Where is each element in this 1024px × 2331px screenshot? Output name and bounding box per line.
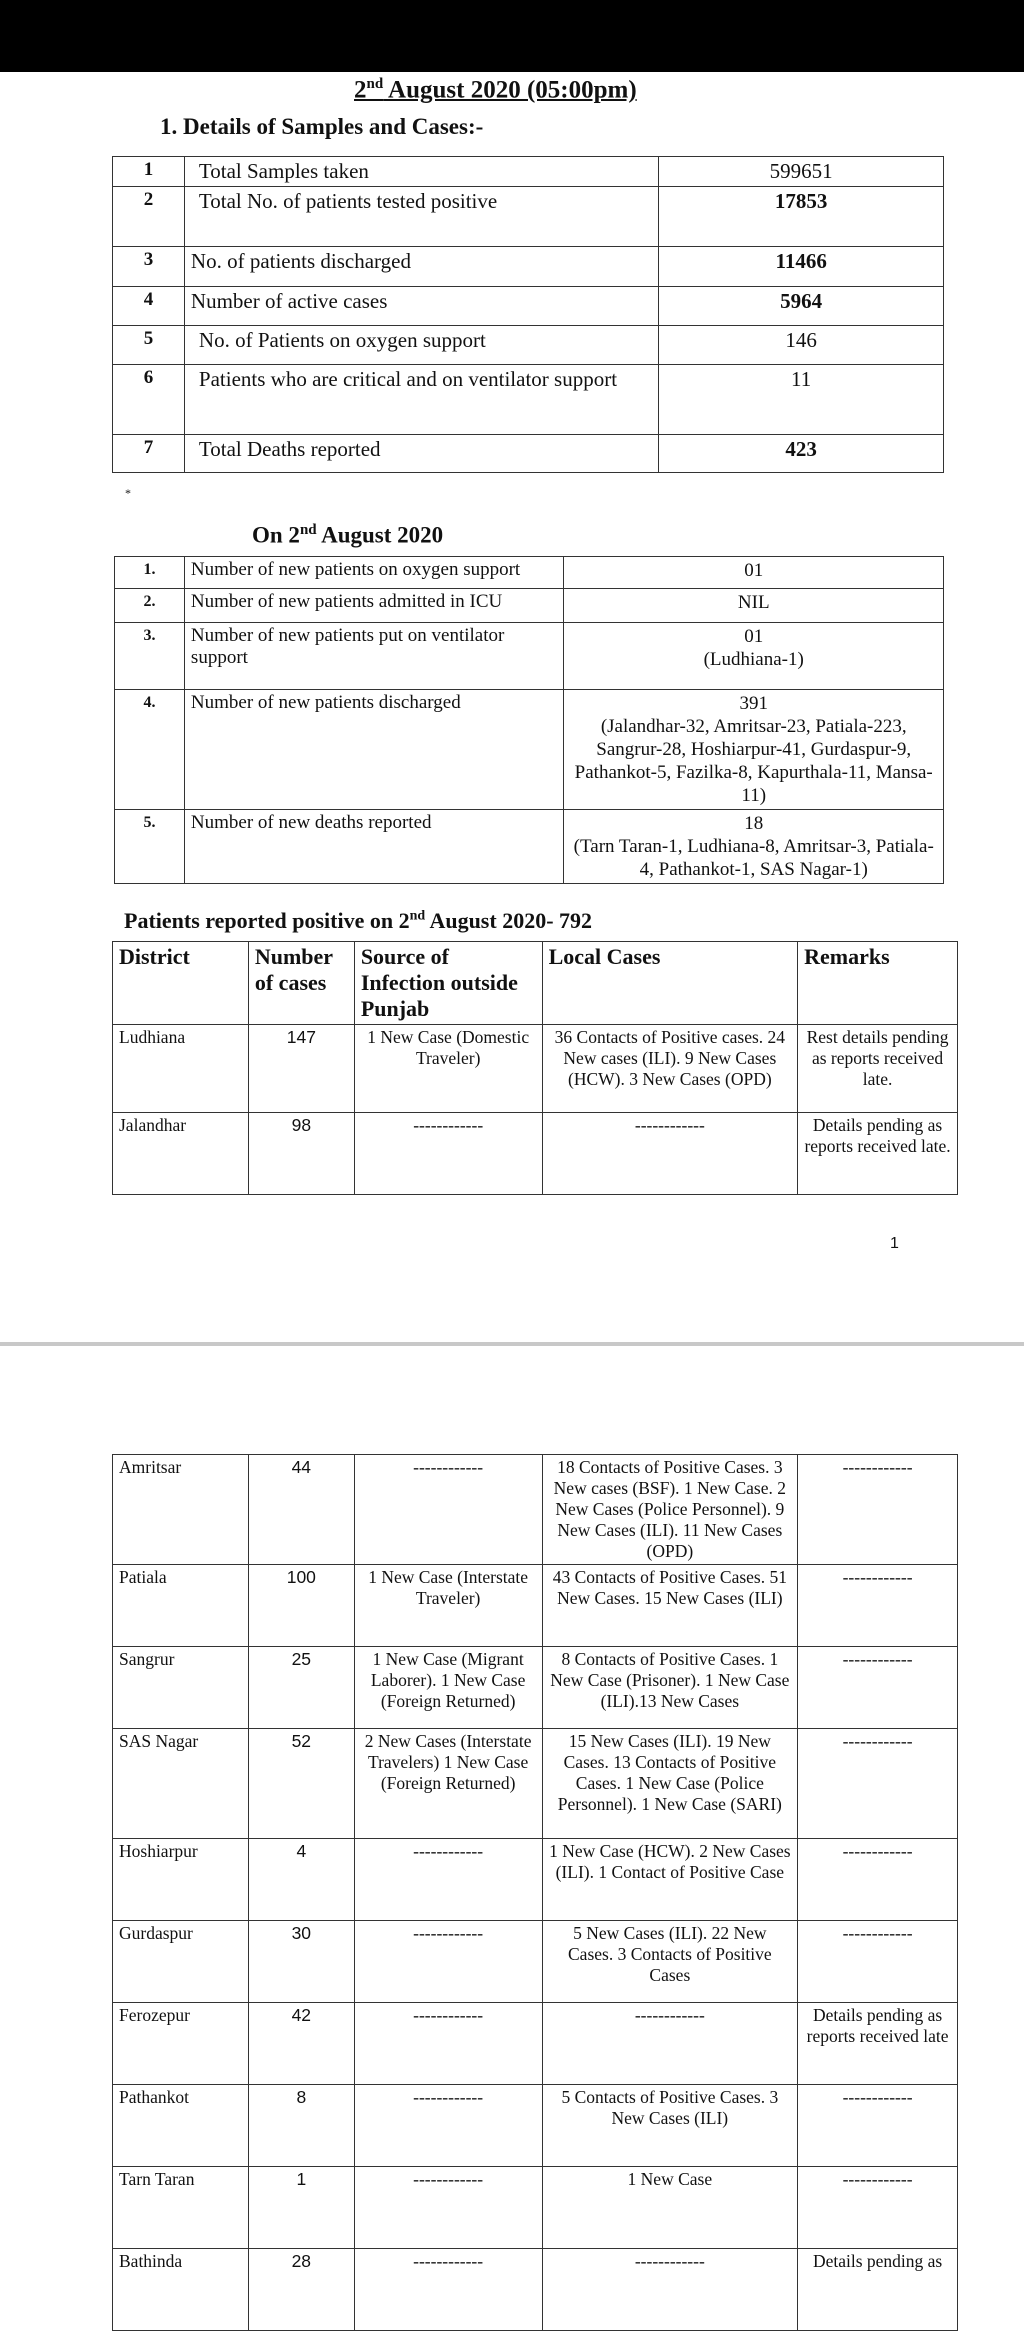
table-row: SAS Nagar 52 2 New Cases (Interstate Travelers) 1 New Case (Foreign Returned) 15 New Cases (ILI). 19 New Cases. 13 Contacts of Positive Cases. 1 New Case (Police Personnel). 1 New Case (SARI) ------------ bbox=[113, 1729, 958, 1839]
top-black-bar bbox=[0, 0, 1024, 72]
report-date-heading: 2nd August 2020 (05:00pm) bbox=[354, 76, 637, 104]
table-row: Gurdaspur 30 ------------ 5 New Cases (ILI). 22 New Cases. 3 Contacts of Positive Cases ------------ bbox=[113, 1921, 958, 2003]
table-row: 5 No. of Patients on oxygen support 146 bbox=[113, 326, 944, 365]
col-local: Local Cases bbox=[542, 942, 798, 1025]
table-row: 7 Total Deaths reported 423 bbox=[113, 435, 944, 473]
section1-heading: 1. Details of Samples and Cases:- bbox=[160, 114, 484, 139]
table-row: Bathinda 28 ------------ ------------ Details pending as bbox=[113, 2249, 958, 2331]
district-cases-table-continued bbox=[112, 1454, 958, 2331]
document-page-2 bbox=[0, 1346, 1024, 2276]
table-row: 3 No. of patients discharged 11466 bbox=[113, 247, 944, 287]
samples-cases-table bbox=[112, 156, 944, 473]
table-row: 5. Number of new deaths reported 18 (Tarn Taran-1, Ludhiana-8, Amritsar-3, Patiala-4, Pathankot-1, SAS Nagar-1) bbox=[115, 810, 944, 884]
col-remarks: Remarks bbox=[798, 942, 958, 1025]
page-number: 1 bbox=[890, 1235, 899, 1252]
table-row: Sangrur 25 1 New Case (Migrant Laborer). 1 New Case (Foreign Returned) 8 Contacts of Positive Cases. 1 New Case (Prisoner). 1 New Case (ILI).13 New Cases ------------ bbox=[113, 1647, 958, 1729]
table-row: Pathankot 8 ------------ 5 Contacts of Positive Cases. 3 New Cases (ILI) ------------ bbox=[113, 2085, 958, 2167]
col-source: Source of Infection outside Punjab bbox=[354, 942, 542, 1025]
table-row: 4 Number of active cases 5964 bbox=[113, 287, 944, 326]
table-row: Amritsar 44 ------------ 18 Contacts of Positive Cases. 3 New cases (BSF). 1 New Case. 2 New Cases (Police Personnel). 9 New Cases (ILI). 11 New Cases (OPD) ------------ bbox=[113, 1455, 958, 1565]
document-page-1 bbox=[0, 72, 1024, 1342]
table-row: Tarn Taran 1 ------------ 1 New Case ------------ bbox=[113, 2167, 958, 2249]
table-row: Patiala 100 1 New Case (Interstate Traveler) 43 Contacts of Positive Cases. 51 New Cases. 15 New Cases (ILI) ------------ bbox=[113, 1565, 958, 1647]
district-cases-table bbox=[112, 941, 958, 1195]
table-row: 1 Total Samples taken 599651 bbox=[113, 157, 944, 187]
table-row: 1. Number of new patients on oxygen support 01 bbox=[115, 557, 944, 589]
col-cases: Number of cases bbox=[248, 942, 354, 1025]
section2-heading: On 2nd August 2020 bbox=[252, 522, 444, 548]
table-row: 2 Total No. of patients tested positive 17853 bbox=[113, 187, 944, 247]
table-row: 4. Number of new patients discharged 391 (Jalandhar-32, Amritsar-23, Patiala-223, Sangrur-28, Hoshiarpur-41, Gurdaspur-9, Pathankot-5, Fazilka-8, Kapurthala-11, Mansa-11) bbox=[115, 690, 944, 810]
table-row: 3. Number of new patients put on ventilator support 01 (Ludhiana-1) bbox=[115, 623, 944, 690]
table-header-row bbox=[113, 942, 958, 1025]
table-row: Ferozepur 42 ------------ ------------ Details pending as reports received late bbox=[113, 2003, 958, 2085]
table-row: 2. Number of new patients admitted in ICU NIL bbox=[115, 589, 944, 623]
section3-heading: Patients reported positive on 2nd August 2020- 792 bbox=[124, 908, 593, 933]
table-row: Jalandhar 98 ------------ ------------ Details pending as reports received late. bbox=[113, 1113, 958, 1195]
table-row: Hoshiarpur 4 ------------ 1 New Case (HCW). 2 New Cases (ILI). 1 Contact of Positive Case ------------ bbox=[113, 1839, 958, 1921]
table-row: Ludhiana 147 1 New Case (Domestic Traveler) 36 Contacts of Positive cases. 24 New cases (ILI). 9 New Cases (HCW). 3 New Cases (OPD) Rest details pending as reports received late. bbox=[113, 1025, 958, 1113]
col-district: District bbox=[113, 942, 249, 1025]
new-patients-table bbox=[114, 556, 944, 884]
footnote-asterisk: * bbox=[125, 486, 131, 500]
table-row: 6 Patients who are critical and on ventilator support 11 bbox=[113, 365, 944, 435]
